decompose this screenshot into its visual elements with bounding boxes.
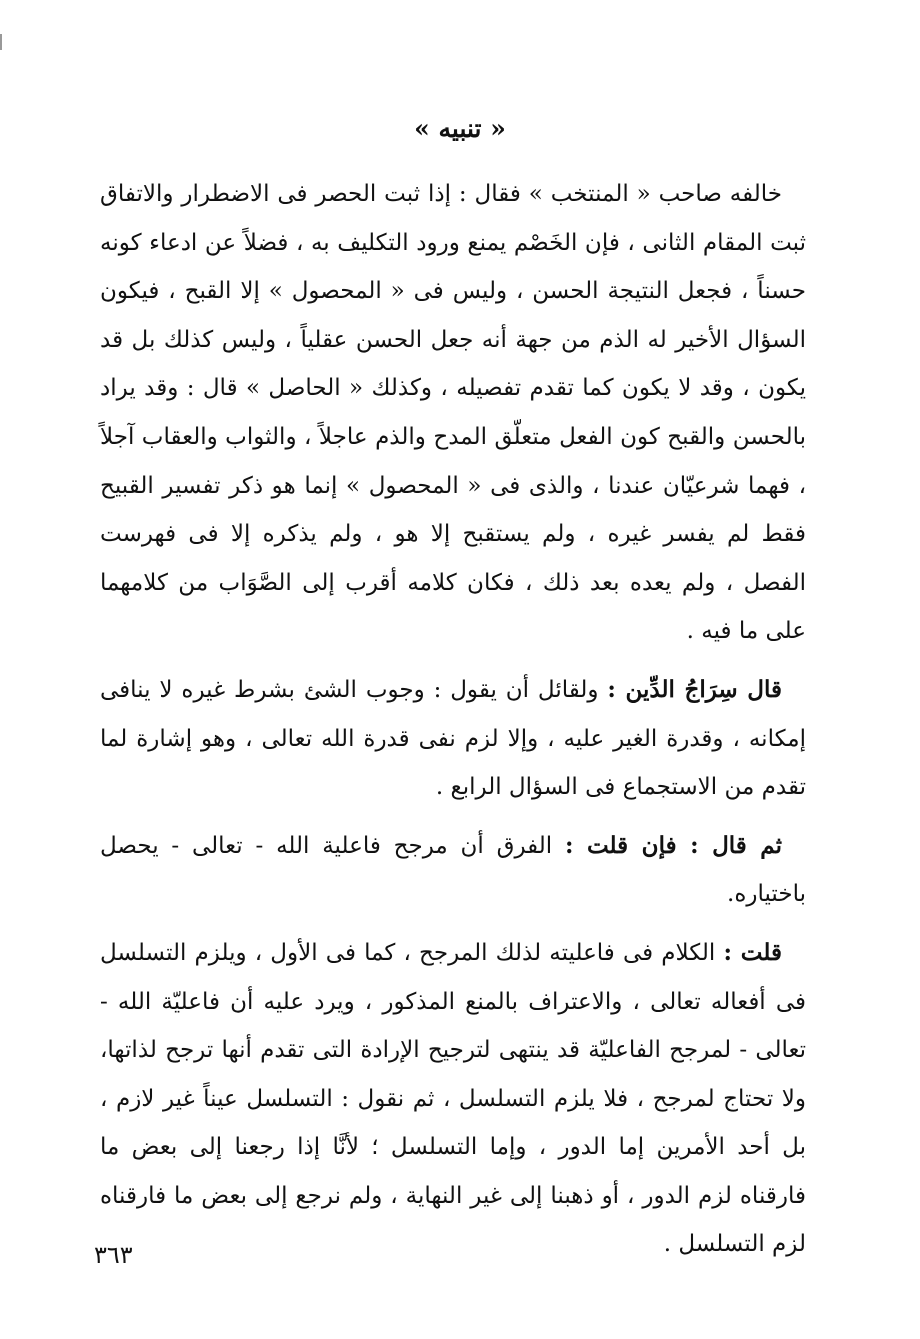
paragraph-text: خالفه صاحب « المنتخب » فقال : إذا ثبت الحصر فى الاضطرار والاتفاق ثبت المقام الثانى ، فإن الخَصْم يمنع ورود التكليف به ، فضلاً عن ادعاء كونه حسناً ، فجعل النتيجة الحسن ، وليس فى « المحصول » إلا القبح ، فيكون السؤال الأخير له الذم من جهة أنه جعل الحسن عقلياً ، وليس كذلك بل قد يكون ، وقد لا يكون كما تقدم تفصيله ، وكذلك « الحاصل » قال : وقد يراد بالحسن والقبح كون الفعل متعلّق المدح والذم عاجلاً ، والثواب والعقاب آجلاً ، فهما شرعيّان عندنا ، والذى فى « المحصول » إنما هو ذكر تفسير القبيح فقط لم يفسر غيره ، ولم يستقبح إلا هو ، ولم يذكره إلا فى فهرست الفصل ، ولم يعده بعد ذلك ، فكان كلامه أقرب إلى الصَّوَاب من كلامهما على ما فيه . — [100, 181, 806, 645]
page-number: ٣٦٣ — [94, 1241, 133, 1269]
body-text — [100, 170, 806, 1279]
margin-mark — [0, 34, 2, 50]
paragraph — [100, 666, 806, 812]
paragraph-text: ولقائل أن يقول : وجوب الشئ بشرط غيره لا ينافى إمكانه ، وقدرة الغير عليه ، وإلا لزم نفى قدرة الله تعالى ، وهو إشارة لما تقدم من الاستجماع فى السؤال الرابع . — [100, 676, 806, 801]
paragraph-text: الفرق أن مرجح فاعلية الله - تعالى - يحصل باختياره. — [100, 832, 806, 908]
paragraph-lead: ثم قال : فإن قلت : — [564, 831, 782, 859]
paragraph-lead: قلت : — [723, 938, 782, 966]
paragraph-lead: قال سِرَاجُ الدِّين : — [607, 675, 782, 703]
paragraph-text: الكلام فى فاعليته لذلك المرجح ، كما فى الأول ، ويلزم التسلسل فى أفعاله تعالى ، والاعتراف بالمنع المذكور ، ويرد عليه أن فاعليّة الله - تعالى - لمرجح الفاعليّة قد ينتهى لترجيح الإرادة التى تقدم أنها ترجح لذاتها، ولا تحتاج لمرجح ، فلا يلزم التسلسل ، ثم نقول : التسلسل عيناً غير لازم ، بل أحد الأمرين إما الدور ، وإما التسلسل ؛ لأنَّا إذا رجعنا إلى بعض ما فارقناه لزم الدور ، أو ذهبنا إلى غير النهاية ، ولم نرجع إلى بعض ما فارقناه لزم التسلسل . — [100, 939, 806, 1258]
paragraph — [100, 822, 806, 919]
paragraph — [100, 170, 806, 656]
paragraph — [100, 929, 806, 1269]
section-heading: « تنبيه » — [414, 114, 506, 143]
